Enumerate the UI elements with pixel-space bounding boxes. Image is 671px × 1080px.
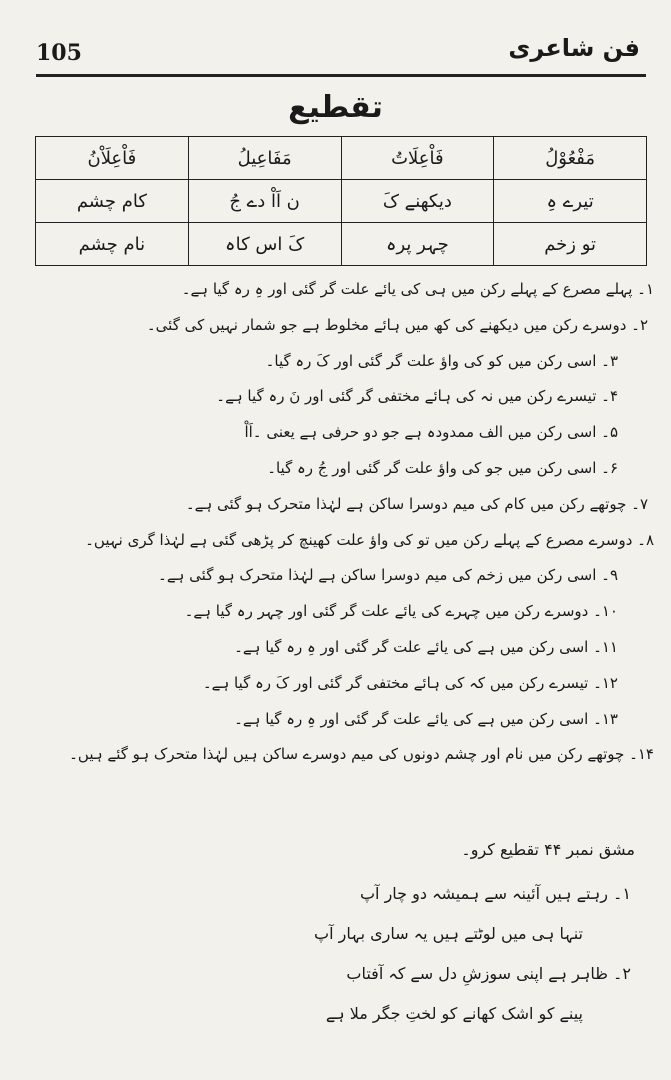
- verse-line: ۲۔ ظاہر ہے اپنی سوزشِ دل سے کہ آفتاب: [346, 964, 631, 983]
- verse-line: پینے کو اشک کھانے کو لختِ جگر ملا ہے: [325, 1004, 583, 1023]
- note-line: ۱۴۔ چوتھے رکن میں نام اور چشم دونوں کی میم دوسرے ساکن ہیں لہٰذا متحرک ہو گئے ہیں۔: [69, 745, 654, 764]
- table-cell: کام چشم: [36, 180, 189, 223]
- note-line: ۳۔ اسی رکن میں کو کی واؤ علت گر گئی اور کَ رہ گیا۔: [265, 351, 618, 370]
- section-title: تقطیع: [288, 90, 383, 125]
- table-cell: کَ اس کاہ: [188, 223, 341, 266]
- header-divider: [36, 74, 646, 77]
- verse-line: ۱۔ رہتے ہیں آئینہ سے ہمیشہ دو چار آپ: [359, 884, 631, 903]
- note-line: ۱۳۔ اسی رکن میں ہے کی یائے علت گر گئی اور ہِ رہ گیا ہے۔: [234, 709, 618, 728]
- exercise-title: مشق نمبر ۴۴ تقطیع کرو۔: [461, 840, 635, 859]
- page-number: 105: [36, 40, 82, 66]
- table-cell: نام چشم: [36, 223, 189, 266]
- note-line: ۲۔ دوسرے رکن میں دیکھنے کی کھ میں ہائے مخلوط ہے جو شمار نہیں کی گئی۔: [146, 315, 648, 334]
- note-line: ۱۔ پہلے مصرع کے پہلے رکن میں ہی کی یائے علت گر گئی اور ہِ رہ گیا ہے۔: [181, 280, 654, 298]
- note-line: ۵۔ اسی رکن میں الف ممدودہ ہے جو دو حرفی ہے یعنی ۔اَاْ: [244, 423, 618, 442]
- note-line: ۸۔ دوسرے مصرع کے پہلے رکن میں تو کی واؤ علت کھینچ کر پڑھی گئی ہے لہٰذا گری نہیں۔: [85, 530, 654, 549]
- table-cell: تیرے ہِ: [494, 180, 647, 223]
- table-header-cell: فَاْعِلَاْنُ: [36, 137, 189, 180]
- table-header-cell: فَاْعِلَاتُ: [341, 137, 494, 180]
- table-row: [36, 223, 647, 266]
- table-cell: چہر پرہ: [341, 223, 494, 266]
- note-line: ۴۔ تیسرے رکن میں نہ کی ہائے مختفی گر گئی اور نَ رہ گیا ہے۔: [216, 387, 618, 406]
- note-line: ۹۔ اسی رکن میں زخم کی میم دوسرا ساکن ہے لہٰذا متحرک ہو گئی ہے۔: [158, 566, 618, 585]
- page-header: [36, 34, 646, 74]
- table-cell: دیکھنے کَ: [341, 180, 494, 223]
- exercise-verses: [171, 874, 631, 1034]
- scansion-notes: [20, 272, 658, 773]
- table-row: [36, 180, 647, 223]
- note-line: ۶۔ اسی رکن میں جو کی واؤ علت گر گئی اور جُ رہ گیا۔: [267, 458, 618, 477]
- table-cell: ن اَاْ دے جُ: [188, 180, 341, 223]
- table-cell: تو زخم: [494, 223, 647, 266]
- table-header-row: [36, 137, 647, 180]
- note-line: ۷۔ چوتھے رکن میں کام کی میم دوسرا ساکن ہے لہٰذا متحرک ہو گئی ہے۔: [185, 494, 648, 513]
- table-header-cell: مَفْعُوْلُ: [494, 137, 647, 180]
- note-line: ۱۰۔ دوسرے رکن میں چہرے کی یائے علت گر گئی اور چہر رہ گیا ہے۔: [184, 602, 618, 621]
- verse-line: تنہا ہی میں لوٹتے ہیں یہ ساری بہار آپ: [314, 924, 583, 943]
- note-line: ۱۲۔ تیسرے رکن میں کہ کی ہائے مختفی گر گئی اور کَ رہ گیا ہے۔: [202, 673, 618, 692]
- running-title: فن شاعری: [508, 34, 640, 62]
- meter-table: [35, 136, 647, 266]
- table-header-cell: مَفَاعِیلُ: [188, 137, 341, 180]
- note-line: ۱۱۔ اسی رکن میں ہے کی یائے علت گر گئی اور ہِ رہ گیا ہے۔: [234, 637, 618, 656]
